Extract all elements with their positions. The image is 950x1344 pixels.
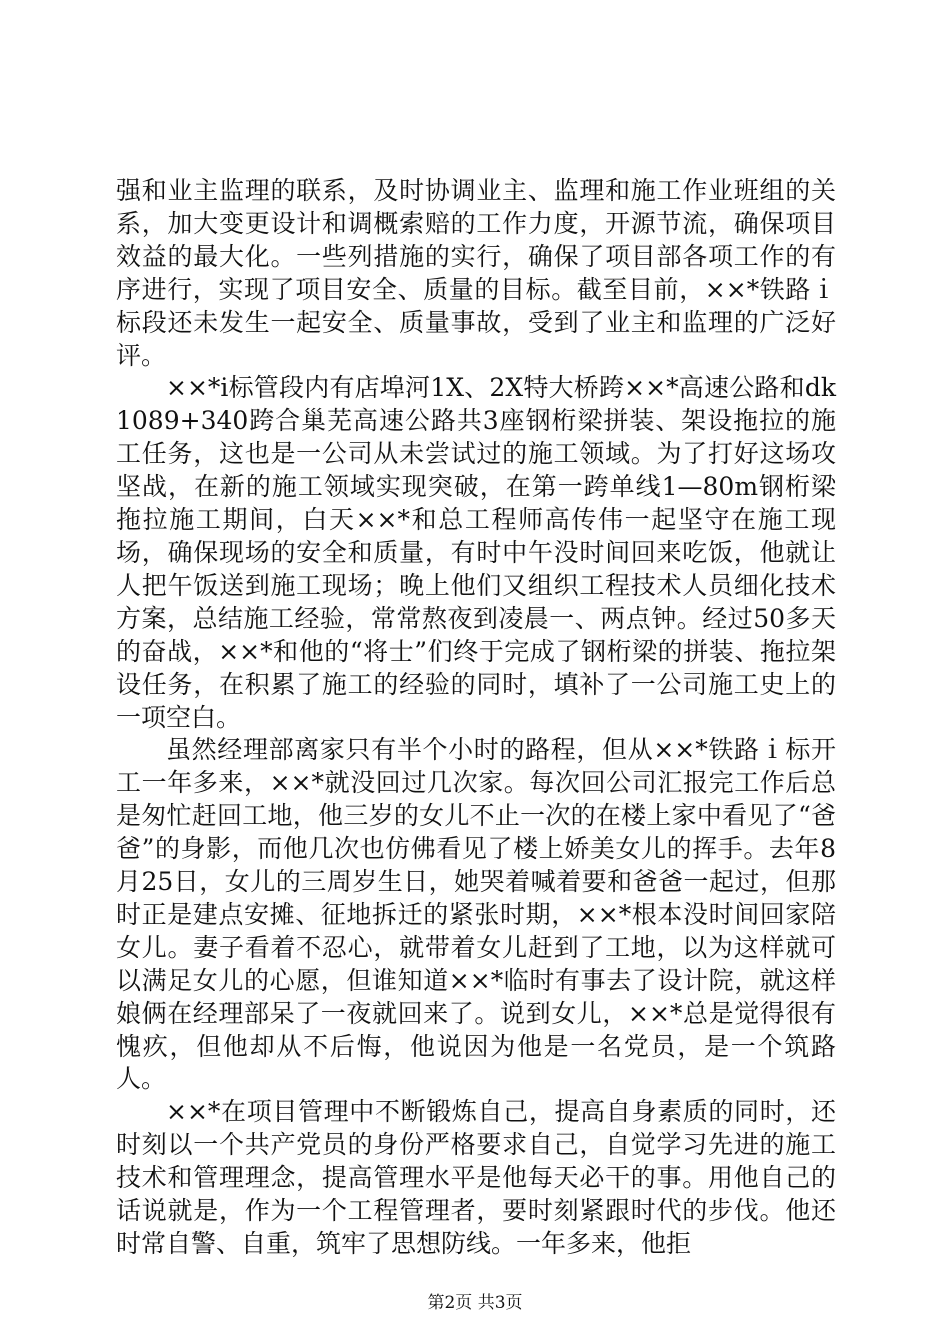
paragraph-3: 虽然经理部离家只有半个小时的路程，但从××*铁路ｉ标开工一年多来，××*就没回过几次家。每次回公司汇报完工作后总是匆忙赶回工地，他三岁的女儿不止一次的在楼上家中看见了“爸爸”的身影，而他几次也仿佛看见了楼上娇美女儿的挥手。去年8月25日，女儿的三周岁生日，她哭着喊着要和爸爸一起过，但那时正是建点安摊、征地拆迁的紧张时期，××*根本没时间回家陪女儿。妻子看着不忍心，就带着女儿赶到了工地，以为这样就可以满足女儿的心愿，但谁知道××*临时有事去了设计院，就这样娘俩在经理部呆了一夜就回来了。说到女儿，××*总是觉得很有愧疚，但他却从不后悔，他说因为他是一名党员，是一个筑路人。 [116,735,836,1094]
paragraph-2: ××*i标管段内有店埠河1X、2X特大桥跨××*高速公路和dk1089+340跨合巢芜高速公路共3座钢桁梁拼装、架设拖拉的施工任务，这也是一公司从未尝试过的施工领域。为了打好这场攻坚战，在新的施工领域实现突破，在第一跨单线1—80m钢桁梁拖拉施工期间，白天××*和总工程师高传伟一起坚守在施工现场，确保现场的安全和质量，有时中午没时间回来吃饭，他就让人把午饭送到施工现场；晚上他们又组织工程技术人员细化技术方案，总结施工经验，常常熬夜到凌晨一、两点钟。经过50多天的奋战，××*和他的“将士”们终于完成了钢桁梁的拼装、拖拉架设任务，在积累了施工的经验的同时，填补了一公司施工史上的一项空白。 [116,373,836,732]
page-footer [0,1292,950,1314]
document-body [116,175,836,1261]
page-number-label: 第2页 共3页 [427,1293,523,1313]
paragraph-1: 强和业主监理的联系，及时协调业主、监理和施工作业班组的关系，加大变更设计和调概索赔的工作力度，开源节流，确保项目效益的最大化。一些列措施的实行，确保了项目部各项工作的有序进行，实现了项目安全、质量的目标。截至目前，××*铁路ｉ标段还未发生一起安全、质量事故，受到了业主和监理的广泛好评。 [116,176,836,370]
paragraph-4: ××*在项目管理中不断锻炼自己，提高自身素质的同时，还时刻以一个共产党员的身份严格要求自己，自觉学习先进的施工技术和管理理念，提高管理水平是他每天必干的事。用他自己的话说就是，作为一个工程管理者，要时刻紧跟时代的步伐。他还时常自警、自重，筑牢了思想防线。一年多来，他拒 [116,1097,836,1258]
